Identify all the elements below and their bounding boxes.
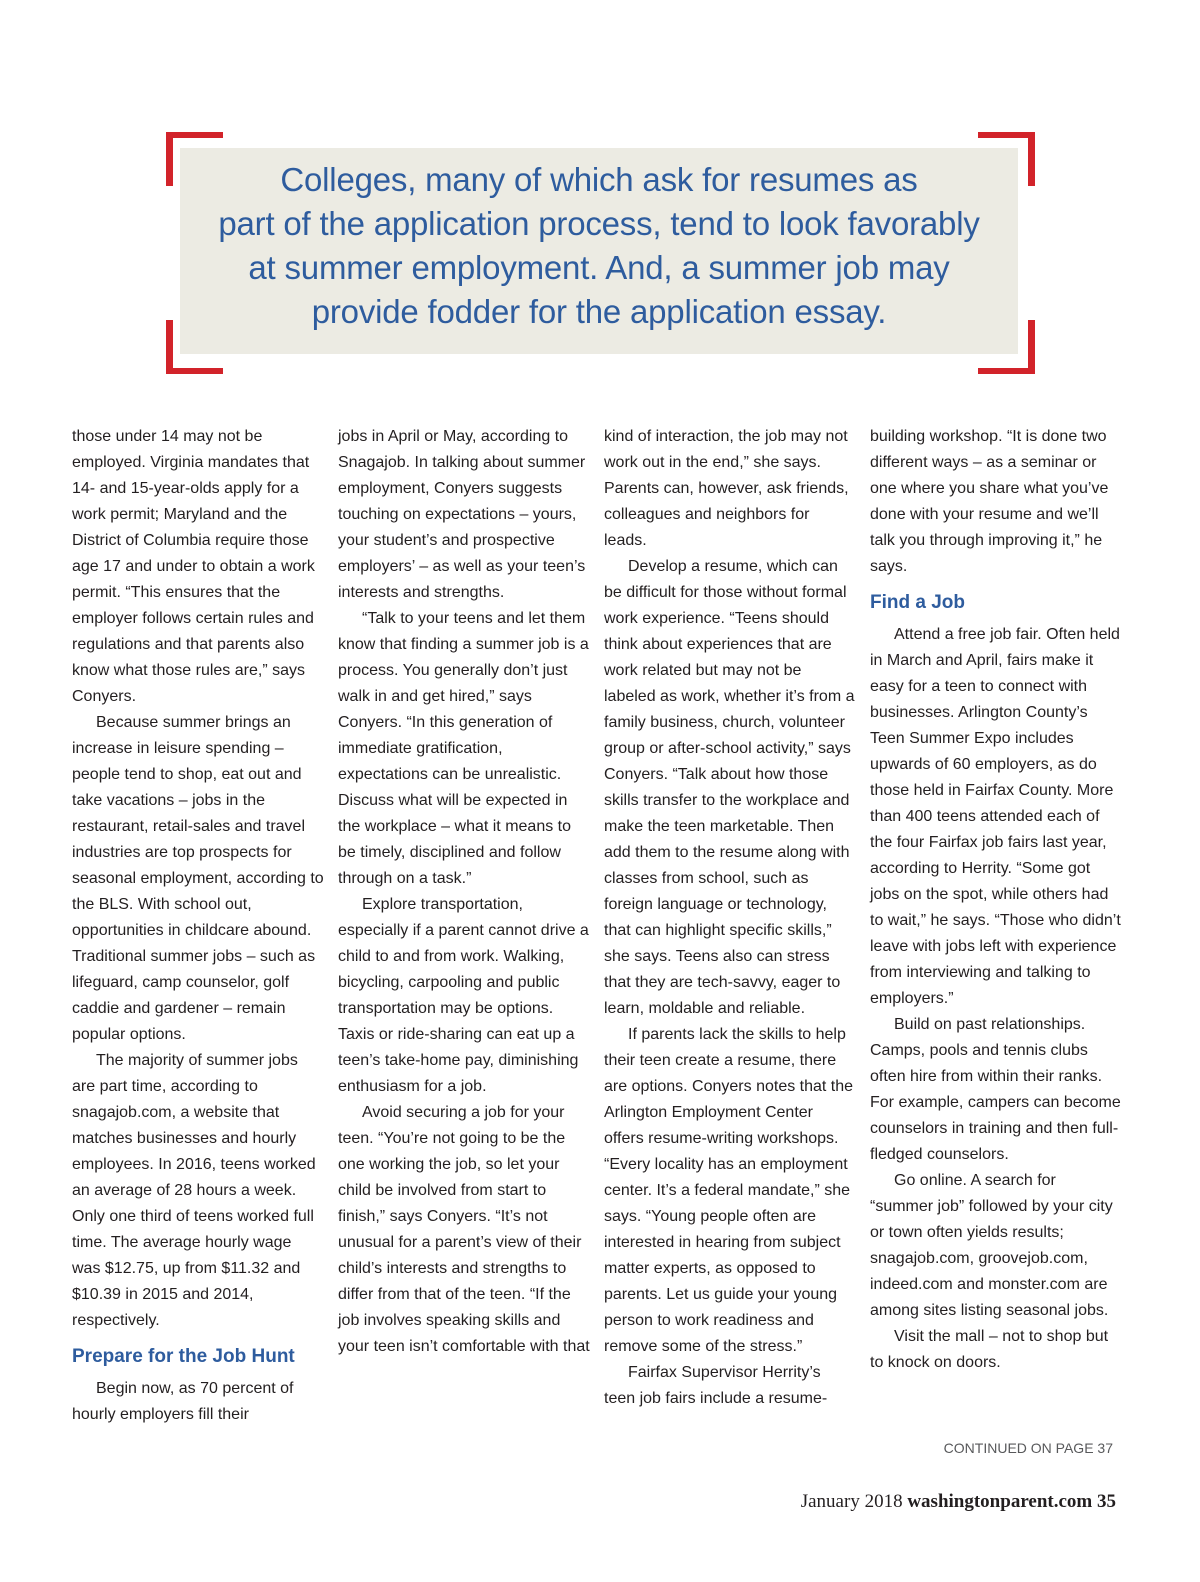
article-column-1 — [72, 424, 324, 1428]
paragraph: Go online. A search for “summer job” followed by your city or town often yields results; snagajob.com, groovejob.com, indeed.com and monster.com are among sites listing seasonal jobs. — [870, 1172, 1113, 1319]
article-column-2 — [338, 424, 590, 1360]
paragraph: jobs in April or May, according to Snagajob. In talking about summer employment, Conyers suggests touching on expectations – yours, your student’s and prospective employers’ – as well as your teen’s interests and strengths. — [338, 428, 586, 601]
paragraph: Visit the mall – not to shop but to knock on doors. — [870, 1328, 1109, 1371]
paragraph: Fairfax Supervisor Herrity’s teen job fairs include a resume- — [604, 1364, 828, 1407]
issue-date: January 2018 — [800, 1491, 903, 1512]
section-heading: Prepare for the Job Hunt — [72, 1346, 295, 1367]
pull-quote — [180, 148, 1018, 354]
page-number: 35 — [1097, 1491, 1116, 1512]
paragraph: If parents lack the skills to help their teen create a resume, there are options. Conyers notes that the Arlington Employment Center offers resume-writing workshops. “Every locality has an employment center. It’s a federal mandate,” she says. “Young people often are interested in hearing from subject matter experts, as opposed to parents. Let us guide your young person to work readiness and remove some of the stress.” — [604, 1026, 854, 1355]
paragraph: Develop a resume, which can be difficult for those without formal work experience. “Teens should think about experiences that are work related but may not be labeled as work, whether it’s from a family business, church, volunteer group or after-school activity,” says Conyers. “Talk about how those skills transfer to the workplace and make the teen marketable. Then add them to the resume along with classes from school, such as foreign language or technology, that can highlight specific skills,” she says. Teens also can stress that they are tech-savvy, eager to learn, moldable and reliable. — [604, 558, 855, 1017]
pull-quote-text — [180, 158, 1018, 334]
paragraph: kind of interaction, the job may not work out in the end,” she says. Parents can, however, ask friends, colleagues and neighbors for leads. — [604, 428, 849, 549]
paragraph: The majority of summer jobs are part time, according to snagajob.com, a website that matches businesses and hourly employees. In 2016, teens worked an average of 28 hours a week. Only one third of teens worked full time. The average hourly wage was $12.75, up from $11.32 and $10.39 in 2015 and 2014, respectively. — [72, 1052, 316, 1329]
pull-quote-line: Colleges, many of which ask for resumes as — [280, 161, 918, 198]
pull-quote-line: part of the application process, tend to look favorably — [218, 205, 980, 242]
paragraph: building workshop. “It is done two different ways – as a seminar or one where you share what you’ve done with your resume and we’ll talk you through improving it,” he says. — [870, 428, 1109, 575]
paragraph: “Talk to your teens and let them know that finding a summer job is a process. You generally don’t just walk in and get hired,” says Conyers. “In this generation of immediate gratification, expectations can be unrealistic. Discuss what will be expected in the workplace – what it means to be timely, disciplined and follow through on a task.” — [338, 610, 589, 887]
site-name: washingtonparent.com — [907, 1491, 1093, 1512]
paragraph: Explore transportation, especially if a parent cannot drive a child to and from work. Walking, bicycling, carpooling and public transportation may be options. Taxis or ride-sharing can eat up a teen’s take-home pay, diminishing enthusiasm for a job. — [338, 896, 589, 1095]
paragraph: Because summer brings an increase in leisure spending – people tend to shop, eat out and take vacations – jobs in the restaurant, retail-sales and travel industries are top prospects for seasonal employment, according to the BLS. With school out, opportunities in childcare abound. Traditional summer jobs – such as lifeguard, camp counselor, golf caddie and gardener – remain popular options. — [72, 714, 324, 1043]
page-footer — [801, 1491, 1116, 1513]
paragraph: Attend a free job fair. Often held in March and April, fairs make it easy for a teen to connect with businesses. Arlington County’s Teen Summer Expo includes upwards of 60 employers, as do those held in Fairfax County. More than 400 teens attended each of the four Fairfax job fairs last year, according to Herrity. “Some got jobs on the spot, while others had to wait,” he says. “Those who didn’t leave with jobs left with experience from interviewing and talking to employers.” — [870, 626, 1121, 1007]
paragraph: Build on past relationships. Camps, pools and tennis clubs often hire from within their ranks. For example, campers can become counselors in training and then full-fledged counselors. — [870, 1016, 1121, 1163]
pull-quote-line: provide fodder for the application essay. — [311, 293, 887, 330]
paragraph: Begin now, as 70 percent of hourly employers fill their — [72, 1380, 294, 1423]
continued-note: CONTINUED ON PAGE 37 — [943, 1440, 1113, 1456]
paragraph: those under 14 may not be employed. Virginia mandates that 14- and 15-year-olds apply for a work permit; Maryland and the District of Columbia require those age 17 and under to obtain a work permit. “This ensures that the employer follows certain rules and regulations and that parents also know what those rules are,” says Conyers. — [72, 428, 315, 705]
section-heading: Find a Job — [870, 592, 965, 613]
paragraph: Avoid securing a job for your teen. “You’re not going to be the one working the job, so let your child be involved from start to finish,” says Conyers. “It’s not unusual for a parent’s view of their child’s interests and strengths to differ from that of the teen. “If the job involves speaking skills and your teen isn’t comfortable with that — [338, 1104, 590, 1355]
article-column-4 — [870, 424, 1122, 1376]
pull-quote-line: at summer employment. And, a summer job may — [248, 249, 950, 286]
article-column-3 — [604, 424, 856, 1412]
